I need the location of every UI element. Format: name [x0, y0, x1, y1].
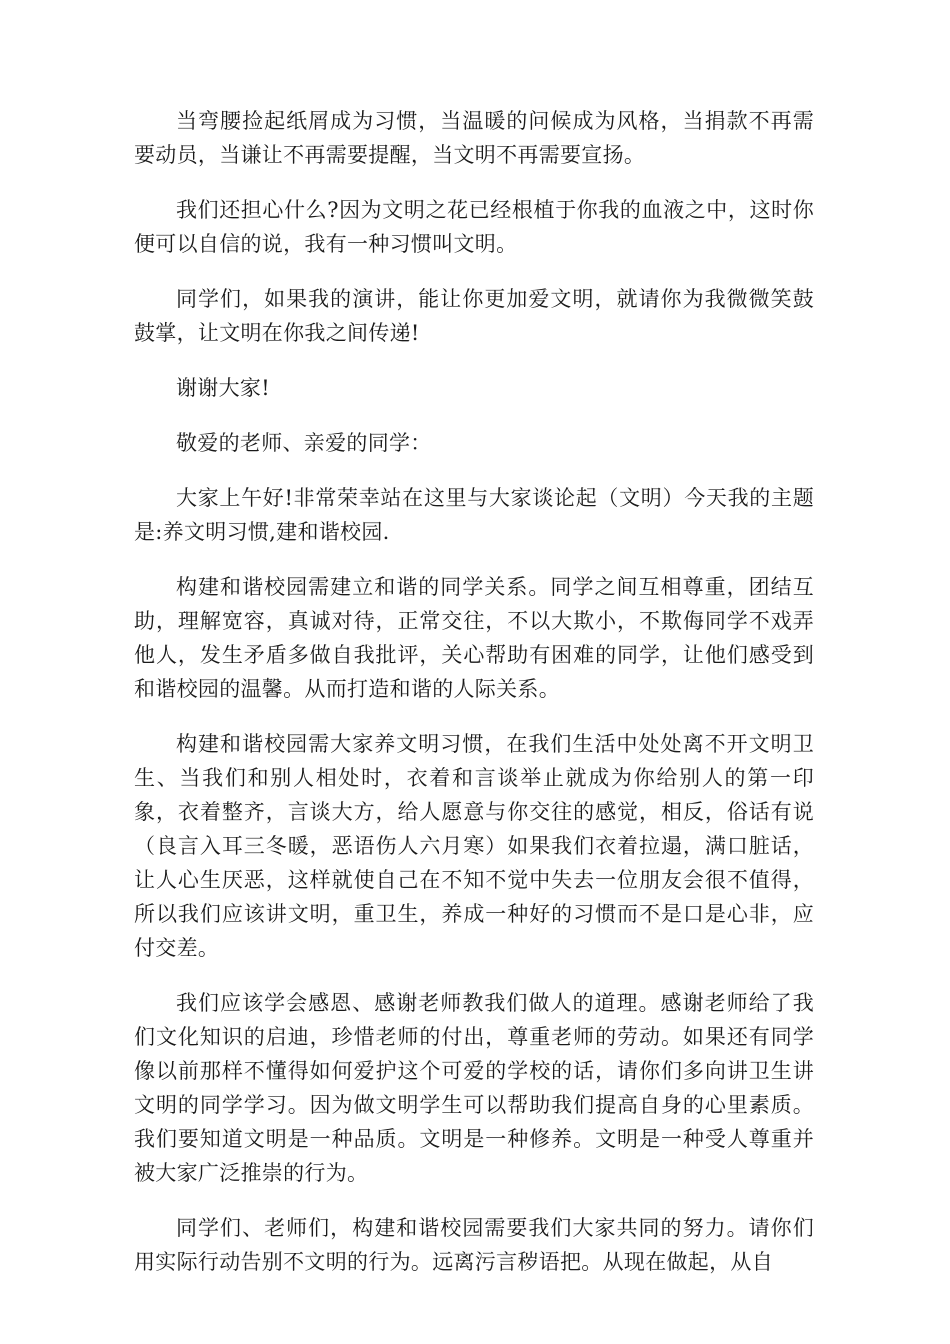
paragraph-4: 谢谢大家!	[176, 376, 270, 400]
document-body	[134, 104, 814, 1300]
paragraph-10: 同学们、老师们，构建和谐校园需要我们大家共同的努力。请你们用实际行动告别不文明的行为。远离污言秽语把。从现在做起，从自	[134, 1216, 814, 1274]
paragraph-7: 构建和谐校园需建立和谐的同学关系。同学之间互相尊重，团结互助，理解宽容，真诚对待，正常交往，不以大欺小，不欺侮同学不戏弄他人，发生矛盾多做自我批评，关心帮助有困难的同学，让他们感受到和谐校园的温馨。从而打造和谐的人际关系。	[134, 575, 814, 701]
paragraph-6: 大家上午好!非常荣幸站在这里与大家谈论起（文明）今天我的主题是:养文明习惯,建和谐校园.	[134, 486, 814, 544]
paragraph-8: 构建和谐校园需大家养文明习惯，在我们生活中处处离不开文明卫生、当我们和别人相处时，衣着和言谈举止就成为你给别人的第一印象，衣着整齐，言谈大方，给人愿意与你交往的感觉，相反，俗话有说（良言入耳三冬暖，恶语伤人六月寒）如果我们衣着拉遢，满口脏话，让人心生厌恶，这样就使自己在不知不觉中失去一位朋友会很不值得，所以我们应该讲文明，重卫生，养成一种好的习惯而不是口是心非，应付交差。	[134, 732, 814, 960]
paragraph-1: 当弯腰捡起纸屑成为习惯，当温暖的问候成为风格，当捐款不再需要动员，当谦让不再需要提醒，当文明不再需要宣扬。	[134, 109, 814, 167]
paragraph-5: 敬爱的老师、亲爱的同学：	[176, 431, 432, 455]
paragraph-2: 我们还担心什么?因为文明之花已经根植于你我的血液之中，这时你便可以自信的说，我有一种习惯叫文明。	[134, 198, 814, 256]
paragraph-9: 我们应该学会感恩、感谢老师教我们做人的道理。感谢老师给了我们文化知识的启迪，珍惜老师的付出，尊重老师的劳动。如果还有同学像以前那样不懂得如何爱护这个可爱的学校的话，请你们多向讲卫生讲文明的同学学习。因为做文明学生可以帮助我们提高自身的心里素质。我们要知道文明是一种品质。文明是一种修养。文明是一种受人尊重并被大家广泛推崇的行为。	[134, 991, 814, 1185]
paragraph-3: 同学们，如果我的演讲，能让你更加爱文明，就请你为我微微笑鼓鼓掌，让文明在你我之间传递!	[134, 287, 814, 345]
